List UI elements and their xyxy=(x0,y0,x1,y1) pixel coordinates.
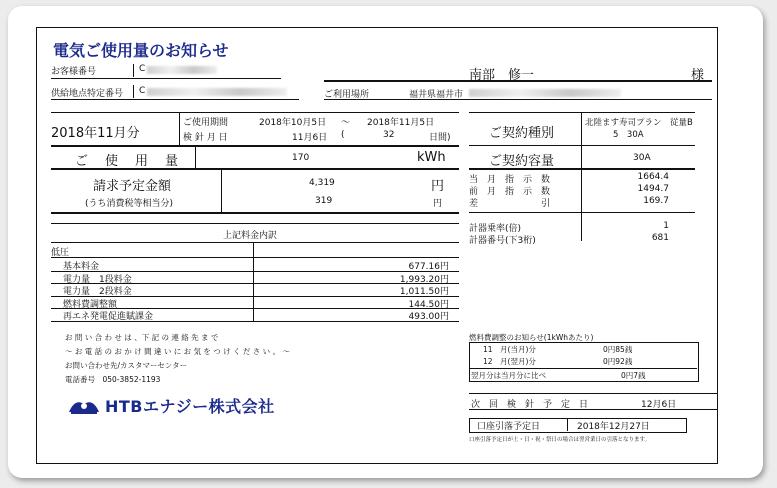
breakdown-item-label: 電力量 2段料金 xyxy=(63,287,132,297)
breakdown-item-value: 677.16円 xyxy=(408,262,449,272)
location-label: ご利用場所 xyxy=(324,90,370,100)
usage-value: 170 xyxy=(292,153,310,163)
meter-number-label: 計器番号(下3桁) xyxy=(469,236,536,246)
meter-row-value: 1664.4 xyxy=(637,172,669,182)
breakdown-item-value: 1,993.20円 xyxy=(399,274,449,285)
supply-point-value: C xyxy=(139,86,146,96)
contract-type-label: ご契約種別 xyxy=(489,126,555,141)
next-meter-label: 次 回 検 針 予 定 日 xyxy=(471,400,589,410)
multiplier-value: 1 xyxy=(663,221,669,231)
redacted-address xyxy=(469,89,621,97)
meter-number-value: 681 xyxy=(651,233,669,243)
tax-label: (うち消費税等相当分) xyxy=(85,199,174,209)
bill-document xyxy=(36,27,718,464)
billing-month: 2018年11月分 xyxy=(51,126,140,141)
amount-unit: 円 xyxy=(431,179,445,194)
period-tilde: 〜 xyxy=(341,118,351,128)
customer-number-value: C xyxy=(139,64,146,74)
breakdown-item-value: 144.50円 xyxy=(408,299,449,310)
debit-note: 口座引落予定日が土・日・祝・祭日の場合は翌営業日の引落となります。 xyxy=(469,437,651,443)
document-title: 電気ご使用量のお知らせ xyxy=(53,41,229,60)
breakdown-item-label: 燃料費調整額 xyxy=(63,299,118,310)
amount-label: 請求予定金額 xyxy=(93,179,172,194)
amount-value: 4,319 xyxy=(309,178,335,188)
contract-capacity-value: 30A xyxy=(633,153,651,163)
fuel-row-value: 0円85銭 xyxy=(603,345,633,354)
breakdown-row-divider xyxy=(51,321,459,322)
contract-type-line1: 北陸ます寿司プラン 従量B xyxy=(585,118,693,128)
tax-unit: 円 xyxy=(433,199,443,209)
days-open: ( xyxy=(341,130,345,140)
multiplier-label: 計器乗率(倍) xyxy=(469,224,522,234)
meter-row-value: 169.7 xyxy=(643,196,669,206)
debit-label: 口座引落予定日 xyxy=(477,422,541,432)
meter-date-label: 検 針 月 日 xyxy=(183,133,228,143)
company-name: HTBエナジー株式会社 xyxy=(105,397,275,416)
contact-line-2: 〜 お 電 話 の お か け 間 違 い に お 気 を つ け く だ さ い 。 〜 xyxy=(65,347,290,356)
meter-row-value: 1494.7 xyxy=(637,184,669,194)
usage-unit: kWh xyxy=(417,150,446,165)
days-value: 32 xyxy=(383,130,395,140)
breakdown-item-label: 再エネ発電促進賦課金 xyxy=(63,312,154,322)
period-to: 2018年11月5日 xyxy=(367,118,435,128)
debit-value: 2018年12月27日 xyxy=(577,422,650,432)
period-label: ご使用期間 xyxy=(183,118,229,128)
breakdown-item-value: 1,011.50円 xyxy=(399,287,449,297)
breakdown-item-label: 電力量 1段料金 xyxy=(63,274,132,285)
customer-number-label: お客様番号 xyxy=(51,67,97,77)
customer-honorific: 様 xyxy=(691,68,705,83)
fuel-compare-label: 翌月分は当月分に比べ xyxy=(471,371,546,380)
tax-value: 319 xyxy=(315,196,333,206)
breakdown-item-label: 基本料金 xyxy=(63,262,100,272)
meter-row-label: 前 月 指 示 数 xyxy=(469,187,551,197)
usage-label: ご 使 用 量 xyxy=(75,154,181,169)
days-unit: 日間) xyxy=(429,133,451,143)
meter-row-label: 差 引 xyxy=(469,199,551,209)
breakdown-item-value: 493.00円 xyxy=(408,312,449,322)
contact-line-1: お 問 い 合 わ せ は 、下 記 の 連 絡 先 ま で xyxy=(65,333,219,342)
location-value: 福井県福井市 xyxy=(409,90,464,100)
fuel-row-label: 12 月(翌月)分 xyxy=(483,357,536,366)
fuel-row-label: 11 月(当月)分 xyxy=(483,345,536,354)
supply-point-label: 供給地点特定番号 xyxy=(51,89,124,99)
htb-logo-icon xyxy=(67,396,101,416)
contact-line-4: 電話番号 050-3852-1193 xyxy=(65,375,161,384)
company-logo xyxy=(67,394,275,417)
contract-type-line2: 5 30A xyxy=(613,130,644,140)
customer-name: 南部 修一 xyxy=(469,68,535,83)
breakdown-section: 低圧 xyxy=(51,248,70,258)
meter-date: 11月6日 xyxy=(292,133,328,143)
fuel-row-value: 0円92銭 xyxy=(603,357,633,366)
meter-row-label: 当 月 指 示 数 xyxy=(469,175,551,185)
contact-line-3: お問い合わせ先/カスタマーセンター xyxy=(65,361,188,370)
next-meter-value: 12月6日 xyxy=(641,400,677,410)
fuel-title: 燃料費調整のお知らせ(1kWhあたり) xyxy=(469,333,594,342)
contract-capacity-label: ご契約容量 xyxy=(489,154,555,169)
fuel-compare-value: 0円7銭 xyxy=(621,371,646,380)
period-from: 2018年10月5日 xyxy=(259,118,327,128)
redacted-customer-number xyxy=(147,66,217,74)
redacted-supply-point xyxy=(147,88,287,96)
breakdown-header: 上記料金内訳 xyxy=(223,231,278,241)
